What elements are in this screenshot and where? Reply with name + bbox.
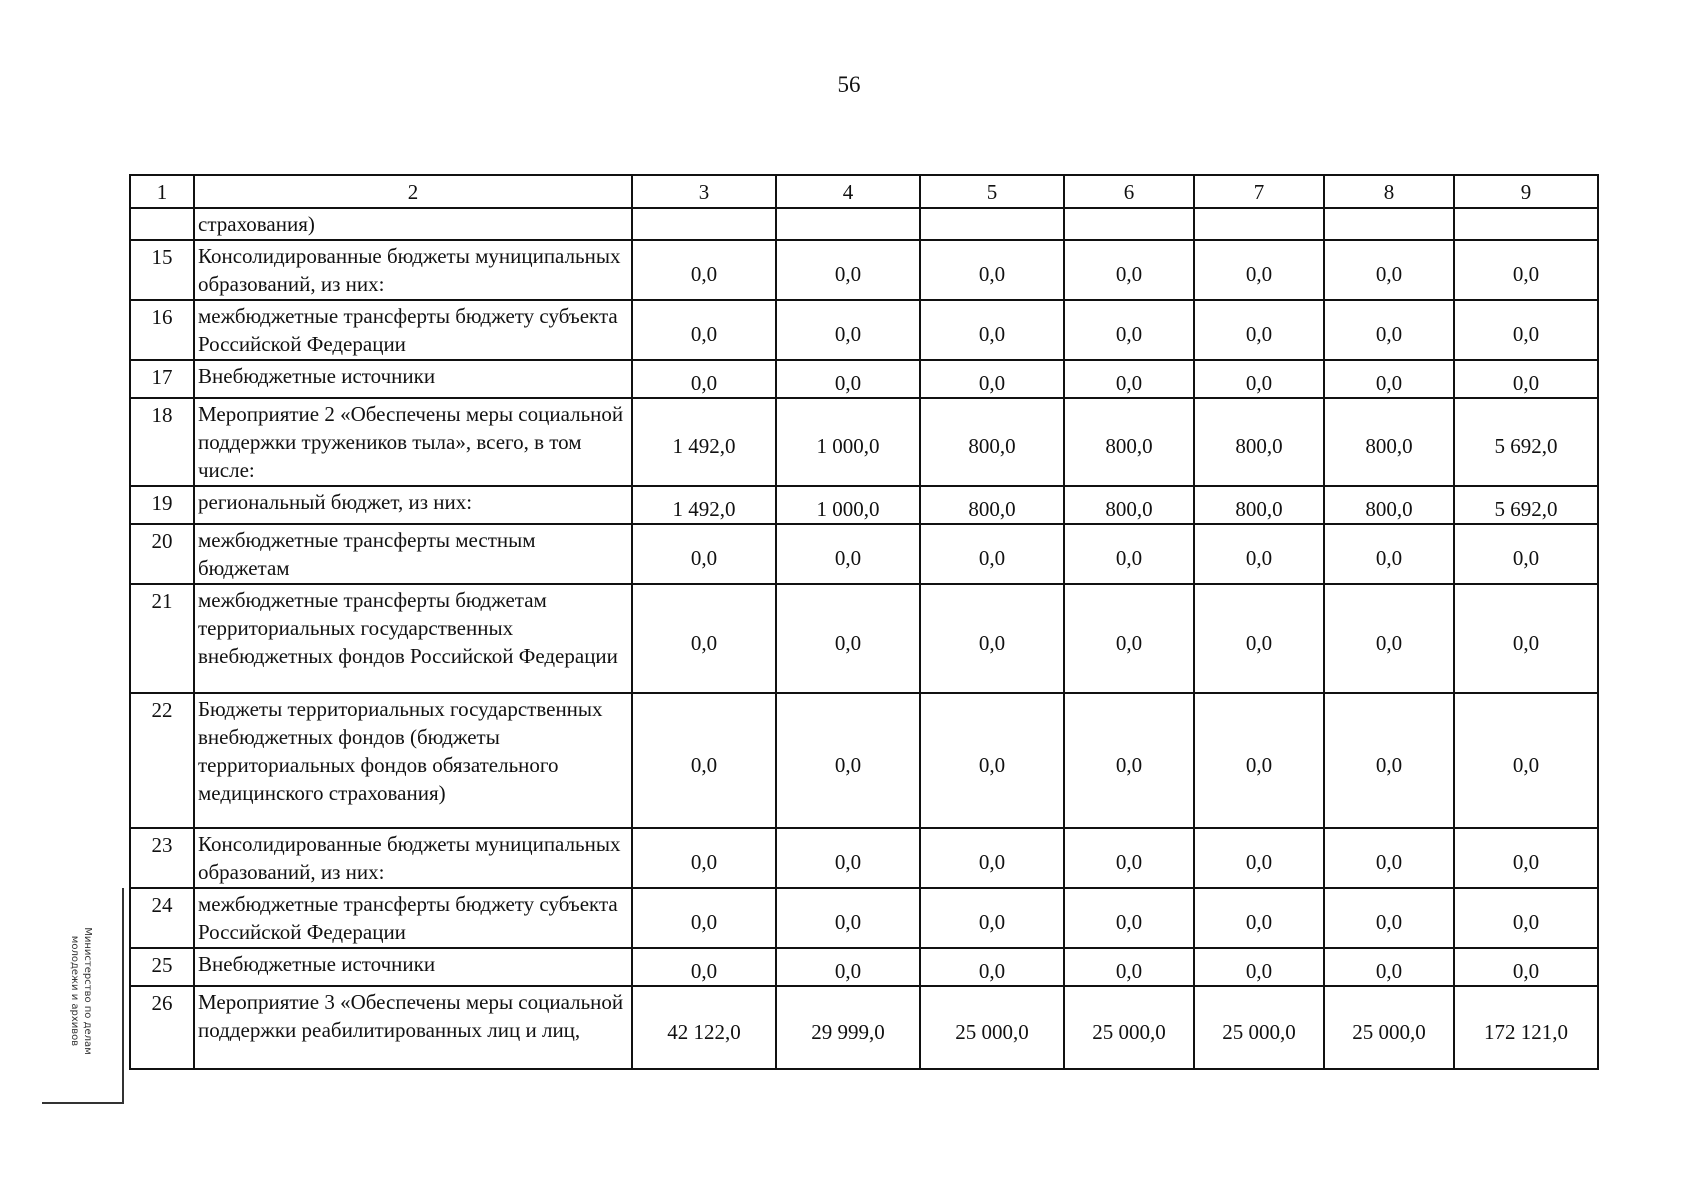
- value-cell: 0,0: [632, 360, 776, 398]
- value-cell: 42 122,0: [632, 986, 776, 1069]
- header-row: [130, 175, 1598, 208]
- table-row: [130, 360, 1598, 398]
- table-row: [130, 524, 1598, 584]
- header-cell: 9: [1454, 175, 1598, 208]
- value-cell: 29 999,0: [776, 986, 920, 1069]
- value-cell: 800,0: [1064, 486, 1194, 524]
- row-number: 17: [130, 360, 194, 398]
- row-number: 21: [130, 584, 194, 693]
- row-name: Мероприятие 3 «Обеспечены меры социальной поддержки реабилитированных лиц и лиц,: [194, 986, 632, 1069]
- value-cell: 0,0: [776, 948, 920, 986]
- value-cell: 25 000,0: [1064, 986, 1194, 1069]
- row-name: Консолидированные бюджеты муниципальных образований, из них:: [194, 240, 632, 300]
- page-number: 56: [837, 72, 861, 97]
- value-cell: 0,0: [1454, 888, 1598, 948]
- value-cell: 0,0: [1324, 888, 1454, 948]
- value-cell: 0,0: [1194, 693, 1324, 828]
- row-name: межбюджетные трансферты бюджетам территориальных государственных внебюджетных фондов Российской Федерации: [194, 584, 632, 693]
- value-cell: 1 000,0: [776, 398, 920, 486]
- value-cell: 0,0: [776, 524, 920, 584]
- row-name: межбюджетные трансферты бюджету субъекта Российской Федерации: [194, 300, 632, 360]
- table-row: [130, 693, 1598, 828]
- row-name: региональный бюджет, из них:: [194, 486, 632, 524]
- header-cell: 7: [1194, 175, 1324, 208]
- row-name: страхования): [194, 208, 632, 240]
- value-cell: 1 492,0: [632, 486, 776, 524]
- table-row: [130, 888, 1598, 948]
- value-cell: 0,0: [1324, 240, 1454, 300]
- value-cell: 0,0: [632, 888, 776, 948]
- value-cell: 0,0: [1064, 524, 1194, 584]
- row-number: [130, 208, 194, 240]
- value-cell: 0,0: [776, 240, 920, 300]
- value-cell: 0,0: [1064, 360, 1194, 398]
- value-cell: [920, 208, 1064, 240]
- budget-table: [129, 174, 1599, 1070]
- value-cell: 800,0: [920, 398, 1064, 486]
- row-name: Внебюджетные источники: [194, 360, 632, 398]
- row-name: Мероприятие 2 «Обеспечены меры социальной поддержки тружеников тыла», всего, в том числе:: [194, 398, 632, 486]
- value-cell: [1064, 208, 1194, 240]
- value-cell: 800,0: [1194, 398, 1324, 486]
- row-number: 18: [130, 398, 194, 486]
- table-row: [130, 828, 1598, 888]
- row-number: 25: [130, 948, 194, 986]
- value-cell: 0,0: [632, 300, 776, 360]
- stamp-line: Министерство по делам: [82, 927, 93, 1055]
- value-cell: 0,0: [1454, 828, 1598, 888]
- value-cell: 0,0: [920, 300, 1064, 360]
- value-cell: 0,0: [1064, 948, 1194, 986]
- value-cell: 0,0: [1324, 828, 1454, 888]
- header-cell: 4: [776, 175, 920, 208]
- table-row: [130, 208, 1598, 240]
- value-cell: 800,0: [1324, 398, 1454, 486]
- budget-table-wrapper: [129, 174, 1599, 1070]
- value-cell: 0,0: [1454, 948, 1598, 986]
- row-number: 19: [130, 486, 194, 524]
- value-cell: 0,0: [1324, 524, 1454, 584]
- value-cell: 0,0: [776, 888, 920, 948]
- value-cell: 800,0: [1064, 398, 1194, 486]
- value-cell: 0,0: [1454, 584, 1598, 693]
- row-number: 16: [130, 300, 194, 360]
- row-name: межбюджетные трансферты местным бюджетам: [194, 524, 632, 584]
- table-body: [130, 175, 1598, 1069]
- row-name: Бюджеты территориальных государственных внебюджетных фондов (бюджеты территориальных фондов обязательного медицинского страхования): [194, 693, 632, 828]
- value-cell: 0,0: [1194, 584, 1324, 693]
- value-cell: 0,0: [776, 300, 920, 360]
- value-cell: 0,0: [1064, 828, 1194, 888]
- header-cell: 6: [1064, 175, 1194, 208]
- row-number: 24: [130, 888, 194, 948]
- header-cell: 5: [920, 175, 1064, 208]
- value-cell: 800,0: [1194, 486, 1324, 524]
- header-cell: 8: [1324, 175, 1454, 208]
- row-name: межбюджетные трансферты бюджету субъекта Российской Федерации: [194, 888, 632, 948]
- value-cell: 0,0: [776, 693, 920, 828]
- row-number: 22: [130, 693, 194, 828]
- value-cell: [1324, 208, 1454, 240]
- value-cell: 0,0: [1454, 693, 1598, 828]
- value-cell: 0,0: [1064, 693, 1194, 828]
- value-cell: 0,0: [632, 524, 776, 584]
- value-cell: 0,0: [1324, 300, 1454, 360]
- value-cell: 0,0: [1194, 888, 1324, 948]
- value-cell: 0,0: [920, 240, 1064, 300]
- table-row: [130, 486, 1598, 524]
- value-cell: 5 692,0: [1454, 398, 1598, 486]
- value-cell: [1194, 208, 1324, 240]
- value-cell: 0,0: [920, 948, 1064, 986]
- value-cell: 0,0: [920, 584, 1064, 693]
- value-cell: 0,0: [1454, 300, 1598, 360]
- value-cell: 0,0: [1324, 693, 1454, 828]
- value-cell: 0,0: [920, 693, 1064, 828]
- value-cell: 0,0: [1194, 300, 1324, 360]
- value-cell: 0,0: [1194, 524, 1324, 584]
- header-cell: 3: [632, 175, 776, 208]
- value-cell: 0,0: [1194, 828, 1324, 888]
- header-cell: 2: [194, 175, 632, 208]
- row-name: Внебюджетные источники: [194, 948, 632, 986]
- registration-stamp: [42, 888, 124, 1104]
- value-cell: 0,0: [632, 948, 776, 986]
- value-cell: 0,0: [1324, 948, 1454, 986]
- value-cell: 800,0: [920, 486, 1064, 524]
- value-cell: 0,0: [1064, 300, 1194, 360]
- value-cell: 5 692,0: [1454, 486, 1598, 524]
- value-cell: 0,0: [632, 693, 776, 828]
- value-cell: 0,0: [776, 828, 920, 888]
- value-cell: [632, 208, 776, 240]
- row-number: 23: [130, 828, 194, 888]
- value-cell: 0,0: [1324, 360, 1454, 398]
- value-cell: 0,0: [776, 360, 920, 398]
- header-cell: 1: [130, 175, 194, 208]
- value-cell: 0,0: [1454, 524, 1598, 584]
- value-cell: 0,0: [632, 828, 776, 888]
- value-cell: 800,0: [1324, 486, 1454, 524]
- value-cell: 0,0: [1454, 360, 1598, 398]
- value-cell: 0,0: [632, 240, 776, 300]
- value-cell: [776, 208, 920, 240]
- value-cell: 1 000,0: [776, 486, 920, 524]
- stamp-line: молодежи и архивов: [69, 935, 80, 1047]
- value-cell: 0,0: [920, 828, 1064, 888]
- value-cell: 0,0: [1064, 584, 1194, 693]
- value-cell: 0,0: [920, 360, 1064, 398]
- row-number: 20: [130, 524, 194, 584]
- row-name: Консолидированные бюджеты муниципальных образований, из них:: [194, 828, 632, 888]
- value-cell: 172 121,0: [1454, 986, 1598, 1069]
- value-cell: 1 492,0: [632, 398, 776, 486]
- value-cell: 0,0: [1064, 888, 1194, 948]
- value-cell: 25 000,0: [920, 986, 1064, 1069]
- value-cell: 0,0: [1194, 948, 1324, 986]
- table-row: [130, 986, 1598, 1069]
- value-cell: [1454, 208, 1598, 240]
- value-cell: 0,0: [1064, 240, 1194, 300]
- value-cell: 0,0: [920, 888, 1064, 948]
- value-cell: 0,0: [776, 584, 920, 693]
- value-cell: 0,0: [632, 584, 776, 693]
- row-number: 15: [130, 240, 194, 300]
- table-row: [130, 948, 1598, 986]
- value-cell: 0,0: [1324, 584, 1454, 693]
- value-cell: 0,0: [1454, 240, 1598, 300]
- table-row: [130, 584, 1598, 693]
- value-cell: 25 000,0: [1194, 986, 1324, 1069]
- stamp-text: [68, 884, 94, 1098]
- value-cell: 0,0: [1194, 360, 1324, 398]
- table-row: [130, 300, 1598, 360]
- value-cell: 0,0: [1194, 240, 1324, 300]
- table-row: [130, 240, 1598, 300]
- row-number: 26: [130, 986, 194, 1069]
- value-cell: 25 000,0: [1324, 986, 1454, 1069]
- value-cell: 0,0: [920, 524, 1064, 584]
- table-row: [130, 398, 1598, 486]
